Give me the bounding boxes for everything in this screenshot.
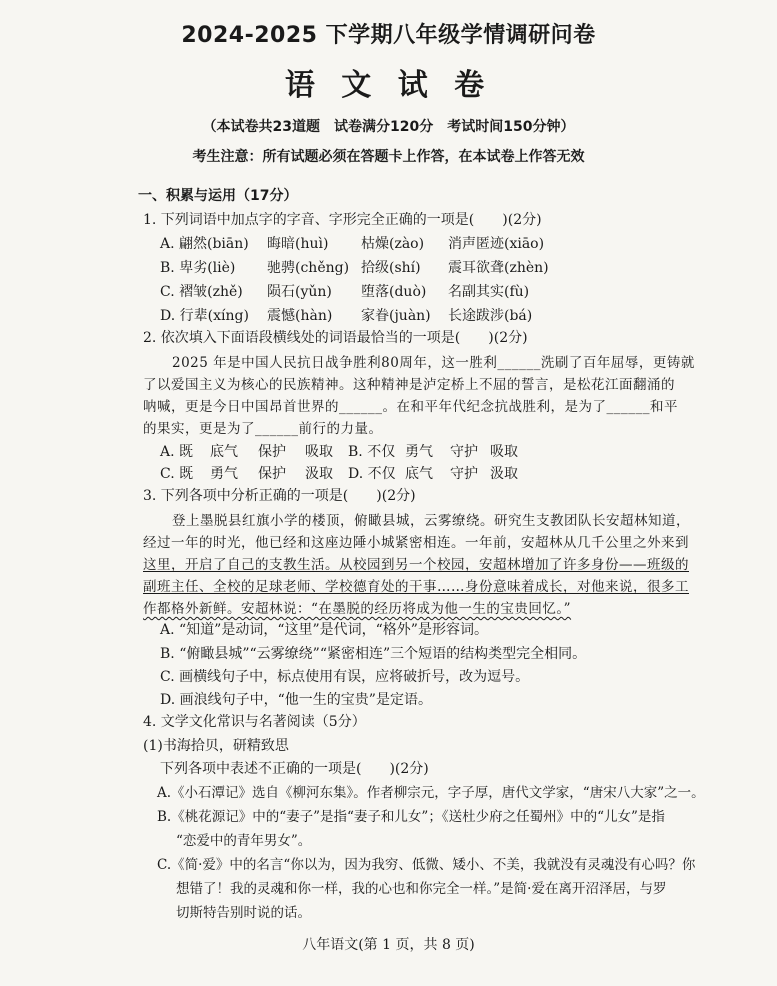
q2-option-b-word: 吸取 <box>490 444 518 460</box>
q1-option-d-1: D. 行辈(xíng) <box>160 308 249 324</box>
q1-option-a-3: 枯燥(zào) <box>361 236 425 252</box>
exam-notice: 考生注意：所有试题必须在答题卡上作答，在本试卷上作答无效 <box>192 149 585 165</box>
q1-option-c-1: C. 褶皱(zhě) <box>160 284 243 300</box>
q2-option-a-word: 保护 <box>258 444 286 460</box>
q2-option-c-word: 保护 <box>258 466 286 482</box>
q1-option-d-3: 家眷(juàn) <box>361 308 431 324</box>
q2-option-a-word: 吸取 <box>305 444 333 460</box>
q2-option-d-word: 守护 <box>450 466 478 482</box>
exam-info: （本试卷共23道题 试卷满分120分 考试时间150分钟） <box>202 119 575 135</box>
exam-title: 2024-2025 下学期八年级学情调研问卷 <box>181 23 596 48</box>
q2-passage-line: 2025 年是中国人民抗日战争胜利80周年，这一胜利______洗刷了百年屈辱，更铸就 <box>172 355 695 371</box>
question-1-stem: 1. 下列词语中加点字的字音、字形完全正确的一项是( )(2分) <box>143 212 542 228</box>
q2-passage-line: 了以爱国主义为核心的民族精神。这种精神是泸定桥上不屈的誓言，是松花江面翻涌的 <box>143 377 675 393</box>
q2-option-d-word: 底气 <box>405 466 433 482</box>
section-heading: 一、积累与运用（17分） <box>138 188 298 204</box>
page-footer: 八年语文(第 1 页，共 8 页) <box>302 937 475 953</box>
q1-option-b-2: 驰骋(chěng) <box>267 260 350 276</box>
q1-option-c-4: 名副其实(fù) <box>448 284 530 300</box>
question-4-stem: 4. 文学文化常识与名著阅读（5分） <box>143 714 366 730</box>
q2-option-a: A. 既 <box>160 444 194 460</box>
q3-option-d: D. 画浪线句子中，“他一生的宝贵”是定语。 <box>160 692 432 708</box>
q2-option-d: D. 不仅 <box>348 466 396 482</box>
q4-option-c-cont: 切斯特告别时说的话。 <box>176 905 311 921</box>
q2-passage-line: 呐喊，更是今日中国昂首世界的______。在和平年代纪念抗战胜利，是为了______和平 <box>143 399 678 415</box>
q1-option-b-3: 拾级(shí) <box>361 260 421 276</box>
q3-passage-line-underlined: 这里，开启了自己的支教生活。从校园到另一个校园，安超林增加了许多身份——班级的 <box>143 557 689 573</box>
q1-option-d-4: 长途跋涉(bá) <box>448 308 533 324</box>
q1-option-b-4: 震耳欲聋(zhèn) <box>448 260 549 276</box>
q2-passage-line: 的果实，更是为了______前行的力量。 <box>143 421 383 437</box>
q4-option-c-cont: 想错了！我的灵魂和你一样，我的心也和你完全一样。”是简·爱在离开沼泽居，与罗 <box>176 881 667 897</box>
q2-option-c: C. 既 <box>160 466 194 482</box>
exam-subtitle: 语 文 试 卷 <box>284 68 493 103</box>
q3-passage-line-underlined: 副班主任、全校的足球老师、学校德育处的干事……身份意味着成长，对他来说，很多工 <box>143 579 689 595</box>
q2-option-c-word: 勇气 <box>210 466 238 482</box>
question-3-stem: 3. 下列各项中分析正确的一项是( )(2分) <box>143 488 416 504</box>
q1-option-b-1: B. 卑劣(liè) <box>160 260 236 276</box>
q1-option-a-1: A. 翩然(biān) <box>160 236 249 252</box>
question-2-stem: 2. 依次填入下面语段横线处的词语最恰当的一项是( )(2分) <box>143 330 528 346</box>
q3-option-c: C. 画横线句子中，标点使用有误，应将破折号，改为逗号。 <box>160 669 530 685</box>
question-4-sub1-stem: 下列各项中表述不正确的一项是( )(2分) <box>160 761 429 777</box>
q3-option-a: A. “知道”是动词，“这里”是代词，“格外”是形容词。 <box>160 622 488 638</box>
q1-option-a-2: 晦暗(huì) <box>267 236 329 252</box>
q4-option-b-cont: “恋爱中的青年男女”。 <box>176 833 312 849</box>
q1-option-a-4: 消声匿迹(xiāo) <box>448 236 545 252</box>
q2-option-b: B. 不仅 <box>348 444 396 460</box>
q2-option-a-word: 底气 <box>210 444 238 460</box>
q3-passage-line: 登上墨脱县红旗小学的楼顶，俯瞰县城，云雾缭绕。研究生支教团队长安超林知道， <box>172 513 690 529</box>
q2-option-b-word: 守护 <box>450 444 478 460</box>
q3-passage-line: 经过一年的时光，他已经和这座边陲小城紧密相连。一年前，安超林从几千公里之外来到 <box>143 535 689 551</box>
q1-option-c-2: 陨石(yǔn) <box>267 284 332 300</box>
q3-option-b: B. “俯瞰县城”“云雾缭绕”“紧密相连”三个短语的结构类型完全相同。 <box>160 646 587 662</box>
question-4-sub1: (1)书海拾贝，研精致思 <box>143 738 289 754</box>
q4-option-a: A.《小石潭记》选自《柳河东集》。作者柳宗元，字子厚，唐代文学家，“唐宋八大家”之一。 <box>157 785 705 801</box>
q2-option-c-word: 汲取 <box>305 466 333 482</box>
q1-option-d-2: 震憾(hàn) <box>267 308 333 324</box>
q2-option-b-word: 勇气 <box>405 444 433 460</box>
q4-option-c: C.《简·爱》中的名言“你以为，因为我穷、低微、矮小、不美，我就没有灵魂没有心吗？你 <box>157 857 696 873</box>
q2-option-d-word: 汲取 <box>490 466 518 482</box>
q1-option-c-3: 堕落(duò) <box>361 284 427 300</box>
q4-option-b: B.《桃花源记》中的“妻子”是指“妻子和儿女”；《送杜少府之任蜀州》中的“儿女”是指 <box>157 809 665 825</box>
q3-passage-line-wavy: 作都格外新鲜。安超林说：“在墨脱的经历将成为他一生的宝贵回忆。” <box>143 601 572 617</box>
